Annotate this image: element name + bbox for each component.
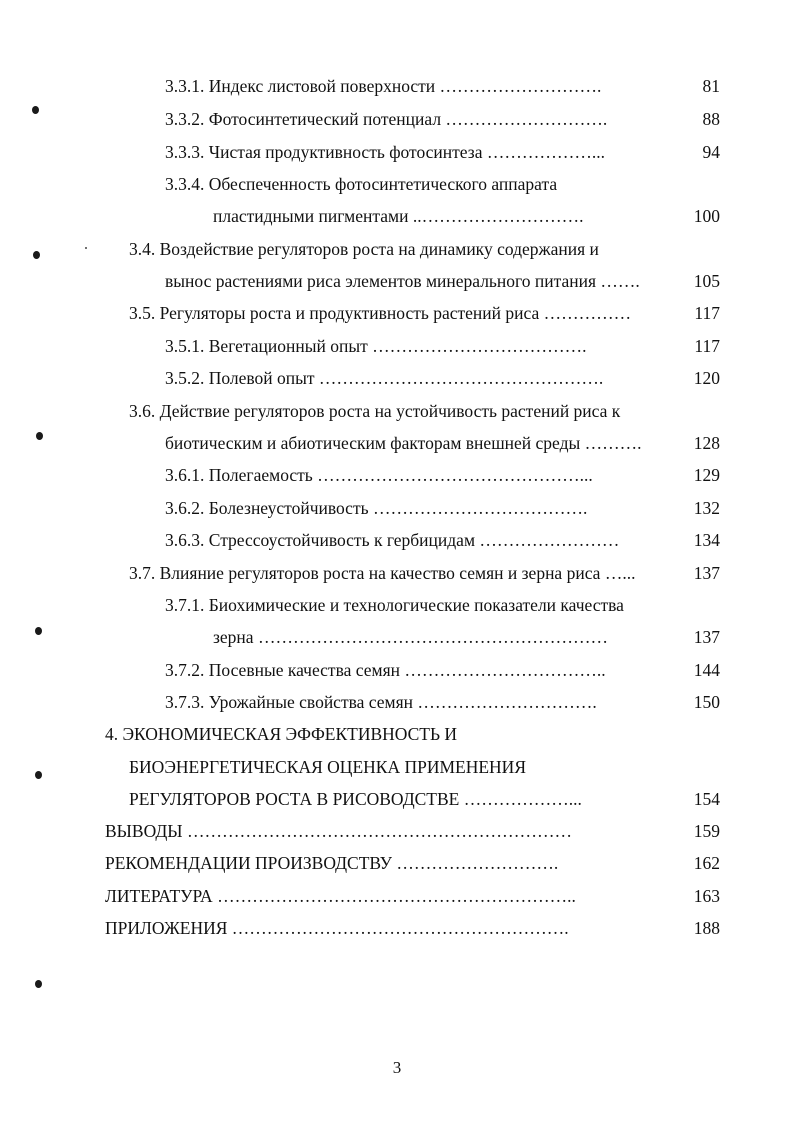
toc-entry-page: 150 (693, 692, 720, 712)
toc-entry-title: ЛИТЕРАТУРА …………………………………………………….. (105, 886, 576, 906)
toc-entry-page: 144 (693, 660, 720, 680)
toc-entry-title: 3.3.3. Чистая продуктивность фотосинтеза ………………... (165, 142, 605, 162)
toc-entry-page: 159 (693, 821, 720, 841)
toc-entry-page: 154 (693, 789, 720, 809)
toc-entry-page: 105 (693, 271, 720, 291)
toc-entry-title: 3.7.2. Посевные качества семян …………………………….. (165, 660, 606, 680)
toc-entry-title: 3.3.4. Обеспеченность фотосинтетического аппарата (165, 174, 558, 194)
toc-entry-title: 3.7.1. Биохимические и технологические показатели качества (165, 595, 624, 615)
toc-entry-title: зерна …………………………………………………… (213, 627, 608, 647)
toc-entry-page: 117 (694, 303, 720, 323)
toc-entry-title: 3.6.2. Болезнеустойчивость ………………………………. (165, 498, 588, 518)
toc-entry-title: 4. ЭКОНОМИЧЕСКАЯ ЭФФЕКТИВНОСТЬ И (105, 724, 458, 744)
toc-entry-title: 3.6. Действие регуляторов роста на устойчивость растений риса к (129, 401, 621, 421)
toc-entry-title: 3.5.1. Вегетационный опыт ………………………………. (165, 336, 587, 356)
margin-mark (33, 251, 40, 259)
toc-entry-title: 3.5. Регуляторы роста и продуктивность растений риса …………… (129, 303, 632, 323)
margin-mark (32, 106, 39, 114)
toc-entry-page: 129 (693, 465, 720, 485)
toc-entry-title: 3.7.3. Урожайные свойства семян …………………………. (165, 692, 597, 712)
margin-mark (35, 771, 42, 779)
toc-entry-page: 188 (693, 918, 720, 938)
toc-entry-page: 117 (694, 336, 720, 356)
toc-entry-title: 3.6.3. Стрессоустойчивость к гербицидам …………………… (165, 530, 620, 550)
margin-mark (35, 627, 42, 635)
toc-entry-title: 3.3.2. Фотосинтетический потенциал ………………………. (165, 109, 608, 129)
toc-entry-title: РЕГУЛЯТОРОВ РОСТА В РИСОВОДСТВЕ ………………... (129, 789, 582, 809)
toc-entry-page: 88 (702, 109, 720, 129)
toc-entry-page: 94 (702, 142, 720, 162)
toc-entry-title: БИОЭНЕРГЕТИЧЕСКАЯ ОЦЕНКА ПРИМЕНЕНИЯ (129, 757, 526, 777)
toc-entry-page: 134 (693, 530, 720, 550)
toc-entry-page: 162 (693, 853, 720, 873)
page-number: 3 (392, 1058, 402, 1077)
toc-entry-title: ВЫВОДЫ ………………………………………………………… (105, 821, 572, 841)
toc-entry-title: 3.4. Воздействие регуляторов роста на динамику содержания и (129, 239, 599, 259)
toc-entry-title: 3.3.1. Индекс листовой поверхности ………………………. (165, 76, 602, 96)
margin-speck (85, 247, 87, 249)
toc-entry-page: 120 (693, 368, 720, 388)
toc-entry-title: вынос растениями риса элементов минерального питания ……. (165, 271, 640, 291)
toc-entry-title: ПРИЛОЖЕНИЯ …………………………………………………. (105, 918, 569, 938)
toc-entry-title: пластидными пигментами ..………………………. (213, 206, 584, 226)
toc-entry-page: 100 (693, 206, 720, 226)
toc-entry-page: 137 (693, 627, 720, 647)
margin-mark (36, 432, 43, 440)
toc-entry-title: 3.7. Влияние регуляторов роста на качество семян и зерна риса …... (129, 563, 636, 583)
toc-entry-page: 132 (693, 498, 720, 518)
toc-entry-page: 81 (702, 76, 720, 96)
toc-entry-title: биотическим и абиотическим факторам внешней среды ………. (165, 433, 642, 453)
toc-entry-page: 137 (693, 563, 720, 583)
margin-mark (35, 980, 42, 988)
toc-entry-page: 163 (693, 886, 720, 906)
toc-entry-page: 128 (693, 433, 720, 453)
toc-entry-title: 3.5.2. Полевой опыт …………………………………………. (165, 368, 604, 388)
toc-entry-title: 3.6.1. Полегаемость ………………………………………... (165, 465, 593, 485)
toc-entry-title: РЕКОМЕНДАЦИИ ПРОИЗВОДСТВУ ………………………. (105, 853, 559, 873)
